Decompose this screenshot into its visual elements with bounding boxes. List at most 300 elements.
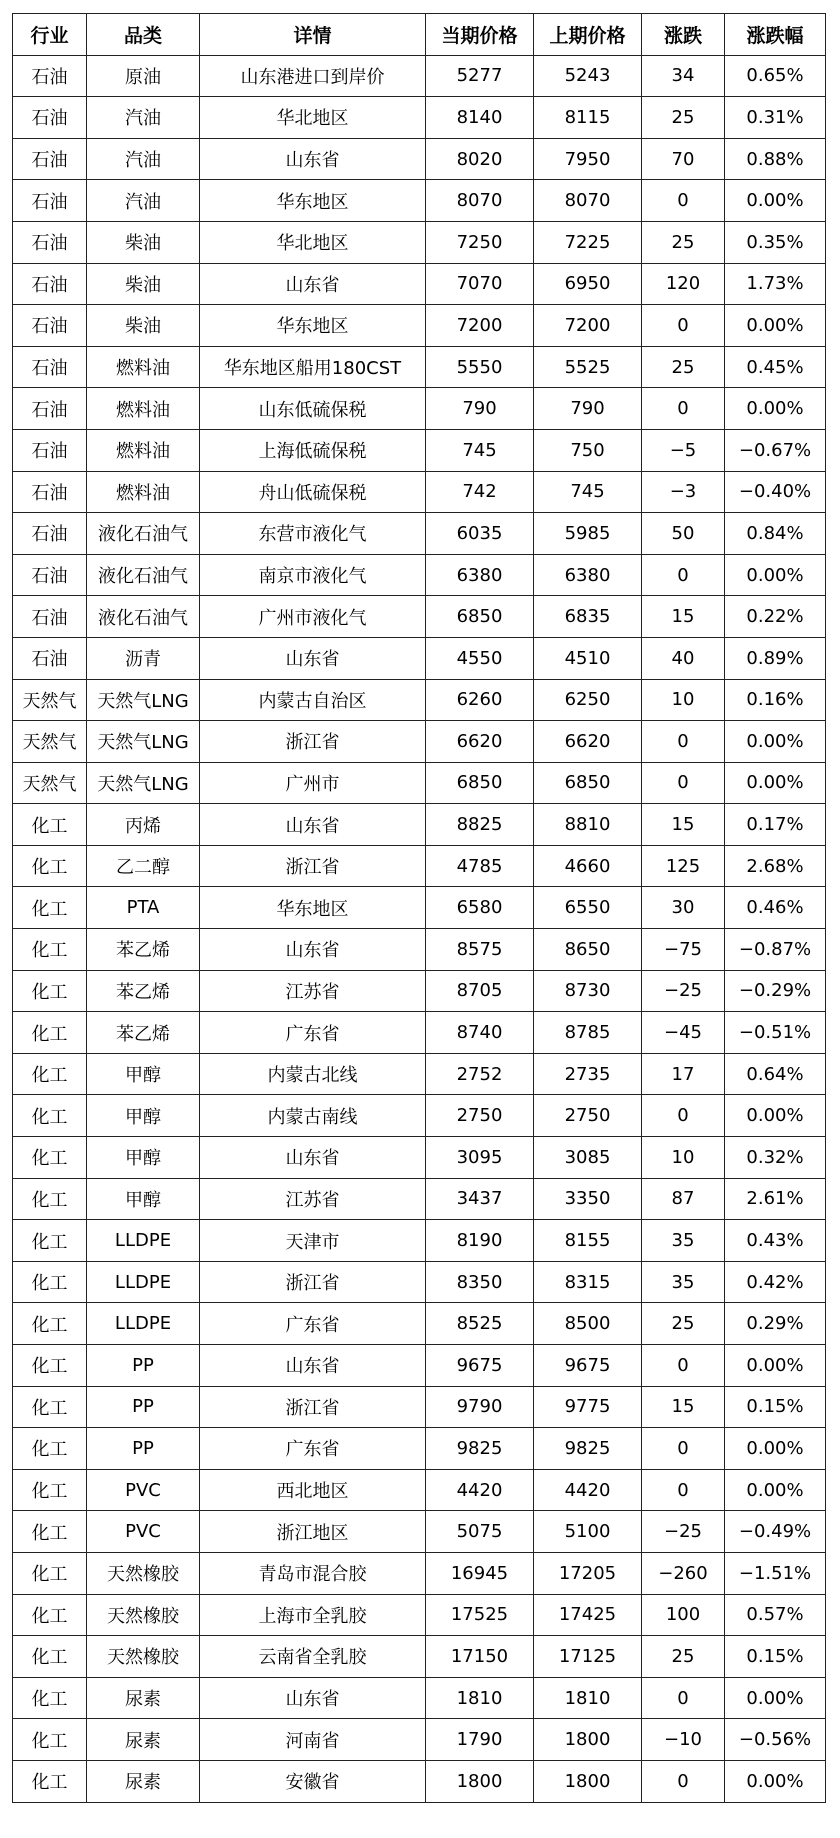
- table-row: [13, 1095, 826, 1137]
- cell-current-price: 6380: [426, 554, 534, 596]
- cell-change: 0: [642, 554, 725, 596]
- cell-change: −3: [642, 471, 725, 513]
- cell-industry: 化工: [13, 1428, 87, 1470]
- cell-category: 天然气LNG: [87, 721, 200, 763]
- cell-industry: 天然气: [13, 762, 87, 804]
- table-row: [13, 346, 826, 388]
- cell-previous-price: 790: [534, 388, 642, 430]
- table-row: [13, 1053, 826, 1095]
- cell-current-price: 8140: [426, 97, 534, 139]
- cell-change-percent: 0.00%: [725, 1428, 826, 1470]
- cell-current-price: 17525: [426, 1594, 534, 1636]
- table-row: [13, 1012, 826, 1054]
- cell-current-price: 17150: [426, 1636, 534, 1678]
- cell-details: 山东省: [200, 1345, 426, 1387]
- cell-previous-price: 3350: [534, 1178, 642, 1220]
- cell-change-percent: −0.49%: [725, 1511, 826, 1553]
- cell-previous-price: 9775: [534, 1386, 642, 1428]
- table-row: [13, 513, 826, 555]
- table-row: [13, 1719, 826, 1761]
- cell-change-percent: 0.64%: [725, 1053, 826, 1095]
- cell-previous-price: 9675: [534, 1345, 642, 1387]
- cell-change: 70: [642, 138, 725, 180]
- cell-change-percent: −0.29%: [725, 970, 826, 1012]
- cell-change-percent: 0.00%: [725, 554, 826, 596]
- header-category: 品类: [87, 14, 200, 56]
- cell-change-percent: 0.22%: [725, 596, 826, 638]
- cell-industry: 化工: [13, 929, 87, 971]
- table-row: [13, 1677, 826, 1719]
- cell-change: 25: [642, 97, 725, 139]
- table-row: [13, 929, 826, 971]
- cell-current-price: 8350: [426, 1261, 534, 1303]
- cell-category: 汽油: [87, 138, 200, 180]
- cell-change: −10: [642, 1719, 725, 1761]
- cell-industry: 石油: [13, 55, 87, 97]
- cell-industry: 石油: [13, 596, 87, 638]
- cell-previous-price: 4510: [534, 637, 642, 679]
- cell-current-price: 9675: [426, 1345, 534, 1387]
- cell-industry: 化工: [13, 1345, 87, 1387]
- cell-category: PTA: [87, 887, 200, 929]
- cell-previous-price: 6835: [534, 596, 642, 638]
- cell-industry: 天然气: [13, 679, 87, 721]
- cell-previous-price: 17425: [534, 1594, 642, 1636]
- cell-current-price: 4420: [426, 1469, 534, 1511]
- table-row: [13, 1345, 826, 1387]
- table-row: [13, 1511, 826, 1553]
- cell-change-percent: 2.68%: [725, 845, 826, 887]
- cell-change-percent: 0.15%: [725, 1386, 826, 1428]
- cell-details: 广州市液化气: [200, 596, 426, 638]
- cell-previous-price: 7225: [534, 221, 642, 263]
- cell-details: 华东地区: [200, 180, 426, 222]
- header-industry: 行业: [13, 14, 87, 56]
- cell-industry: 化工: [13, 1137, 87, 1179]
- cell-change: 0: [642, 721, 725, 763]
- cell-details: 云南省全乳胶: [200, 1636, 426, 1678]
- cell-previous-price: 6950: [534, 263, 642, 305]
- cell-category: 丙烯: [87, 804, 200, 846]
- cell-previous-price: 8155: [534, 1220, 642, 1262]
- cell-details: 安徽省: [200, 1760, 426, 1802]
- cell-change-percent: 0.00%: [725, 1760, 826, 1802]
- cell-details: 华东地区: [200, 305, 426, 347]
- table-row: [13, 1469, 826, 1511]
- cell-current-price: 9825: [426, 1428, 534, 1470]
- table-row: [13, 1760, 826, 1802]
- cell-previous-price: 6380: [534, 554, 642, 596]
- cell-category: LLDPE: [87, 1220, 200, 1262]
- cell-current-price: 6580: [426, 887, 534, 929]
- table-row: [13, 1303, 826, 1345]
- cell-previous-price: 750: [534, 429, 642, 471]
- cell-industry: 化工: [13, 1095, 87, 1137]
- table-row: [13, 762, 826, 804]
- cell-previous-price: 7200: [534, 305, 642, 347]
- cell-change-percent: 2.61%: [725, 1178, 826, 1220]
- cell-industry: 石油: [13, 637, 87, 679]
- cell-details: 西北地区: [200, 1469, 426, 1511]
- cell-details: 山东省: [200, 138, 426, 180]
- cell-category: 汽油: [87, 97, 200, 139]
- cell-category: 柴油: [87, 305, 200, 347]
- cell-category: PVC: [87, 1511, 200, 1553]
- cell-current-price: 745: [426, 429, 534, 471]
- cell-previous-price: 5243: [534, 55, 642, 97]
- cell-current-price: 8575: [426, 929, 534, 971]
- cell-category: 天然橡胶: [87, 1552, 200, 1594]
- cell-change-percent: 0.42%: [725, 1261, 826, 1303]
- cell-change: 125: [642, 845, 725, 887]
- cell-previous-price: 4660: [534, 845, 642, 887]
- cell-change: 0: [642, 1469, 725, 1511]
- cell-details: 华北地区: [200, 221, 426, 263]
- cell-change-percent: 0.00%: [725, 305, 826, 347]
- cell-details: 天津市: [200, 1220, 426, 1262]
- cell-change: 35: [642, 1220, 725, 1262]
- cell-change-percent: 0.29%: [725, 1303, 826, 1345]
- cell-industry: 化工: [13, 1053, 87, 1095]
- cell-industry: 化工: [13, 1386, 87, 1428]
- cell-change: 10: [642, 679, 725, 721]
- cell-change: 0: [642, 388, 725, 430]
- cell-change-percent: 0.43%: [725, 1220, 826, 1262]
- cell-change: 10: [642, 1137, 725, 1179]
- cell-industry: 化工: [13, 1261, 87, 1303]
- cell-change-percent: 0.16%: [725, 679, 826, 721]
- cell-details: 山东省: [200, 1137, 426, 1179]
- cell-change-percent: 0.32%: [725, 1137, 826, 1179]
- cell-current-price: 6850: [426, 762, 534, 804]
- cell-industry: 化工: [13, 1469, 87, 1511]
- table-row: [13, 471, 826, 513]
- cell-change-percent: −0.40%: [725, 471, 826, 513]
- cell-current-price: 3437: [426, 1178, 534, 1220]
- cell-change: 40: [642, 637, 725, 679]
- cell-current-price: 6260: [426, 679, 534, 721]
- cell-category: PP: [87, 1345, 200, 1387]
- cell-change: −75: [642, 929, 725, 971]
- price-table: [12, 13, 826, 1803]
- cell-current-price: 3095: [426, 1137, 534, 1179]
- cell-industry: 化工: [13, 845, 87, 887]
- cell-change-percent: −1.51%: [725, 1552, 826, 1594]
- cell-industry: 石油: [13, 554, 87, 596]
- cell-previous-price: 8730: [534, 970, 642, 1012]
- table-row: [13, 221, 826, 263]
- cell-category: 天然橡胶: [87, 1636, 200, 1678]
- cell-change-percent: 0.57%: [725, 1594, 826, 1636]
- cell-industry: 化工: [13, 804, 87, 846]
- cell-details: 浙江省: [200, 721, 426, 763]
- cell-change: −45: [642, 1012, 725, 1054]
- cell-previous-price: 6620: [534, 721, 642, 763]
- cell-current-price: 8190: [426, 1220, 534, 1262]
- cell-change: 0: [642, 1345, 725, 1387]
- cell-change-percent: 0.00%: [725, 388, 826, 430]
- cell-current-price: 1810: [426, 1677, 534, 1719]
- cell-current-price: 742: [426, 471, 534, 513]
- table-row: [13, 1428, 826, 1470]
- cell-industry: 石油: [13, 388, 87, 430]
- table-body: [13, 55, 826, 1802]
- cell-industry: 石油: [13, 346, 87, 388]
- cell-change: 15: [642, 596, 725, 638]
- table-row: [13, 180, 826, 222]
- cell-current-price: 8525: [426, 1303, 534, 1345]
- cell-category: 液化石油气: [87, 596, 200, 638]
- cell-details: 内蒙古自治区: [200, 679, 426, 721]
- table-row: [13, 1178, 826, 1220]
- cell-category: 苯乙烯: [87, 970, 200, 1012]
- cell-change: 0: [642, 1760, 725, 1802]
- cell-previous-price: 5985: [534, 513, 642, 555]
- cell-industry: 石油: [13, 429, 87, 471]
- cell-current-price: 8740: [426, 1012, 534, 1054]
- table-row: [13, 1552, 826, 1594]
- cell-details: 上海低硫保税: [200, 429, 426, 471]
- cell-change: −25: [642, 970, 725, 1012]
- cell-details: 舟山低硫保税: [200, 471, 426, 513]
- cell-previous-price: 1800: [534, 1719, 642, 1761]
- cell-category: 液化石油气: [87, 554, 200, 596]
- cell-change-percent: 0.17%: [725, 804, 826, 846]
- cell-details: 华东地区船用180CST: [200, 346, 426, 388]
- cell-details: 江苏省: [200, 1178, 426, 1220]
- cell-previous-price: 5100: [534, 1511, 642, 1553]
- cell-change-percent: 0.15%: [725, 1636, 826, 1678]
- header-details: 详情: [200, 14, 426, 56]
- header-current-price: 当期价格: [426, 14, 534, 56]
- cell-change: 0: [642, 180, 725, 222]
- cell-industry: 化工: [13, 1594, 87, 1636]
- table-row: [13, 429, 826, 471]
- table-row: [13, 1594, 826, 1636]
- cell-category: 柴油: [87, 263, 200, 305]
- cell-details: 山东省: [200, 929, 426, 971]
- table-row: [13, 1636, 826, 1678]
- cell-current-price: 8705: [426, 970, 534, 1012]
- cell-previous-price: 8785: [534, 1012, 642, 1054]
- cell-industry: 化工: [13, 1178, 87, 1220]
- cell-change: 34: [642, 55, 725, 97]
- cell-details: 浙江省: [200, 1386, 426, 1428]
- cell-details: 广东省: [200, 1012, 426, 1054]
- cell-details: 上海市全乳胶: [200, 1594, 426, 1636]
- cell-current-price: 8020: [426, 138, 534, 180]
- cell-category: 原油: [87, 55, 200, 97]
- cell-change: 15: [642, 1386, 725, 1428]
- cell-details: 华北地区: [200, 97, 426, 139]
- cell-details: 山东省: [200, 637, 426, 679]
- table-row: [13, 804, 826, 846]
- cell-industry: 化工: [13, 1220, 87, 1262]
- table-row: [13, 97, 826, 139]
- cell-current-price: 6620: [426, 721, 534, 763]
- cell-details: 山东省: [200, 804, 426, 846]
- cell-category: 乙二醇: [87, 845, 200, 887]
- header-change: 涨跌: [642, 14, 725, 56]
- cell-details: 青岛市混合胶: [200, 1552, 426, 1594]
- cell-previous-price: 8650: [534, 929, 642, 971]
- cell-change-percent: 0.46%: [725, 887, 826, 929]
- cell-details: 浙江省: [200, 845, 426, 887]
- cell-change: 87: [642, 1178, 725, 1220]
- cell-change: 0: [642, 305, 725, 347]
- cell-industry: 化工: [13, 1012, 87, 1054]
- cell-industry: 石油: [13, 97, 87, 139]
- cell-industry: 化工: [13, 1719, 87, 1761]
- cell-change-percent: 0.65%: [725, 55, 826, 97]
- table-row: [13, 554, 826, 596]
- cell-industry: 石油: [13, 305, 87, 347]
- cell-change-percent: 0.00%: [725, 721, 826, 763]
- cell-change: 35: [642, 1261, 725, 1303]
- cell-change: 50: [642, 513, 725, 555]
- cell-previous-price: 8115: [534, 97, 642, 139]
- cell-change: 0: [642, 762, 725, 804]
- cell-change-percent: −0.56%: [725, 1719, 826, 1761]
- cell-industry: 化工: [13, 1303, 87, 1345]
- table-row: [13, 1137, 826, 1179]
- cell-industry: 化工: [13, 1677, 87, 1719]
- cell-category: PP: [87, 1386, 200, 1428]
- cell-category: 尿素: [87, 1677, 200, 1719]
- cell-change-percent: 0.00%: [725, 762, 826, 804]
- cell-category: 柴油: [87, 221, 200, 263]
- cell-change-percent: 1.73%: [725, 263, 826, 305]
- cell-category: 天然气LNG: [87, 679, 200, 721]
- cell-category: 燃料油: [87, 471, 200, 513]
- table-row: [13, 1261, 826, 1303]
- cell-category: 苯乙烯: [87, 1012, 200, 1054]
- cell-change: 25: [642, 1636, 725, 1678]
- table-row: [13, 138, 826, 180]
- cell-previous-price: 17125: [534, 1636, 642, 1678]
- cell-category: PP: [87, 1428, 200, 1470]
- cell-industry: 化工: [13, 1636, 87, 1678]
- cell-change: 15: [642, 804, 725, 846]
- cell-category: LLDPE: [87, 1303, 200, 1345]
- cell-change-percent: −0.67%: [725, 429, 826, 471]
- cell-change: 30: [642, 887, 725, 929]
- cell-previous-price: 5525: [534, 346, 642, 388]
- cell-change: 17: [642, 1053, 725, 1095]
- cell-change-percent: −0.51%: [725, 1012, 826, 1054]
- cell-previous-price: 1800: [534, 1760, 642, 1802]
- cell-change: 25: [642, 1303, 725, 1345]
- cell-industry: 石油: [13, 263, 87, 305]
- cell-change: 0: [642, 1428, 725, 1470]
- cell-details: 江苏省: [200, 970, 426, 1012]
- cell-current-price: 6850: [426, 596, 534, 638]
- cell-current-price: 7250: [426, 221, 534, 263]
- cell-change-percent: 0.89%: [725, 637, 826, 679]
- cell-details: 浙江地区: [200, 1511, 426, 1553]
- table-row: [13, 55, 826, 97]
- cell-details: 广州市: [200, 762, 426, 804]
- cell-category: 天然橡胶: [87, 1594, 200, 1636]
- cell-industry: 化工: [13, 1552, 87, 1594]
- cell-previous-price: 4420: [534, 1469, 642, 1511]
- cell-industry: 石油: [13, 471, 87, 513]
- cell-category: 燃料油: [87, 346, 200, 388]
- cell-current-price: 5075: [426, 1511, 534, 1553]
- cell-current-price: 8825: [426, 804, 534, 846]
- cell-industry: 石油: [13, 180, 87, 222]
- cell-current-price: 5550: [426, 346, 534, 388]
- cell-category: 液化石油气: [87, 513, 200, 555]
- table-row: [13, 679, 826, 721]
- header-previous-price: 上期价格: [534, 14, 642, 56]
- cell-details: 广东省: [200, 1428, 426, 1470]
- cell-details: 山东港进口到岸价: [200, 55, 426, 97]
- cell-change: 0: [642, 1095, 725, 1137]
- cell-change-percent: 0.84%: [725, 513, 826, 555]
- cell-current-price: 790: [426, 388, 534, 430]
- cell-current-price: 8070: [426, 180, 534, 222]
- cell-category: 甲醇: [87, 1095, 200, 1137]
- cell-previous-price: 1810: [534, 1677, 642, 1719]
- cell-current-price: 1790: [426, 1719, 534, 1761]
- cell-industry: 天然气: [13, 721, 87, 763]
- cell-previous-price: 8500: [534, 1303, 642, 1345]
- table-header-row: [13, 14, 826, 56]
- cell-industry: 化工: [13, 1760, 87, 1802]
- cell-previous-price: 8315: [534, 1261, 642, 1303]
- cell-change-percent: 0.00%: [725, 180, 826, 222]
- cell-previous-price: 3085: [534, 1137, 642, 1179]
- table-row: [13, 721, 826, 763]
- cell-previous-price: 17205: [534, 1552, 642, 1594]
- cell-industry: 石油: [13, 221, 87, 263]
- table-row: [13, 388, 826, 430]
- cell-category: 尿素: [87, 1760, 200, 1802]
- cell-change: 100: [642, 1594, 725, 1636]
- cell-change: 25: [642, 221, 725, 263]
- cell-current-price: 1800: [426, 1760, 534, 1802]
- cell-current-price: 2752: [426, 1053, 534, 1095]
- cell-category: 甲醇: [87, 1053, 200, 1095]
- cell-details: 山东低硫保税: [200, 388, 426, 430]
- cell-previous-price: 745: [534, 471, 642, 513]
- cell-previous-price: 2750: [534, 1095, 642, 1137]
- cell-details: 华东地区: [200, 887, 426, 929]
- cell-category: 燃料油: [87, 388, 200, 430]
- cell-current-price: 7070: [426, 263, 534, 305]
- cell-change-percent: 0.31%: [725, 97, 826, 139]
- cell-category: 汽油: [87, 180, 200, 222]
- cell-current-price: 9790: [426, 1386, 534, 1428]
- cell-current-price: 2750: [426, 1095, 534, 1137]
- cell-current-price: 4550: [426, 637, 534, 679]
- cell-details: 广东省: [200, 1303, 426, 1345]
- cell-category: PVC: [87, 1469, 200, 1511]
- cell-change: 0: [642, 1677, 725, 1719]
- table-row: [13, 1386, 826, 1428]
- cell-previous-price: 6850: [534, 762, 642, 804]
- cell-category: 燃料油: [87, 429, 200, 471]
- table-row: [13, 305, 826, 347]
- cell-previous-price: 8070: [534, 180, 642, 222]
- cell-category: 甲醇: [87, 1137, 200, 1179]
- cell-details: 河南省: [200, 1719, 426, 1761]
- cell-category: LLDPE: [87, 1261, 200, 1303]
- cell-details: 南京市液化气: [200, 554, 426, 596]
- cell-current-price: 7200: [426, 305, 534, 347]
- cell-change: −260: [642, 1552, 725, 1594]
